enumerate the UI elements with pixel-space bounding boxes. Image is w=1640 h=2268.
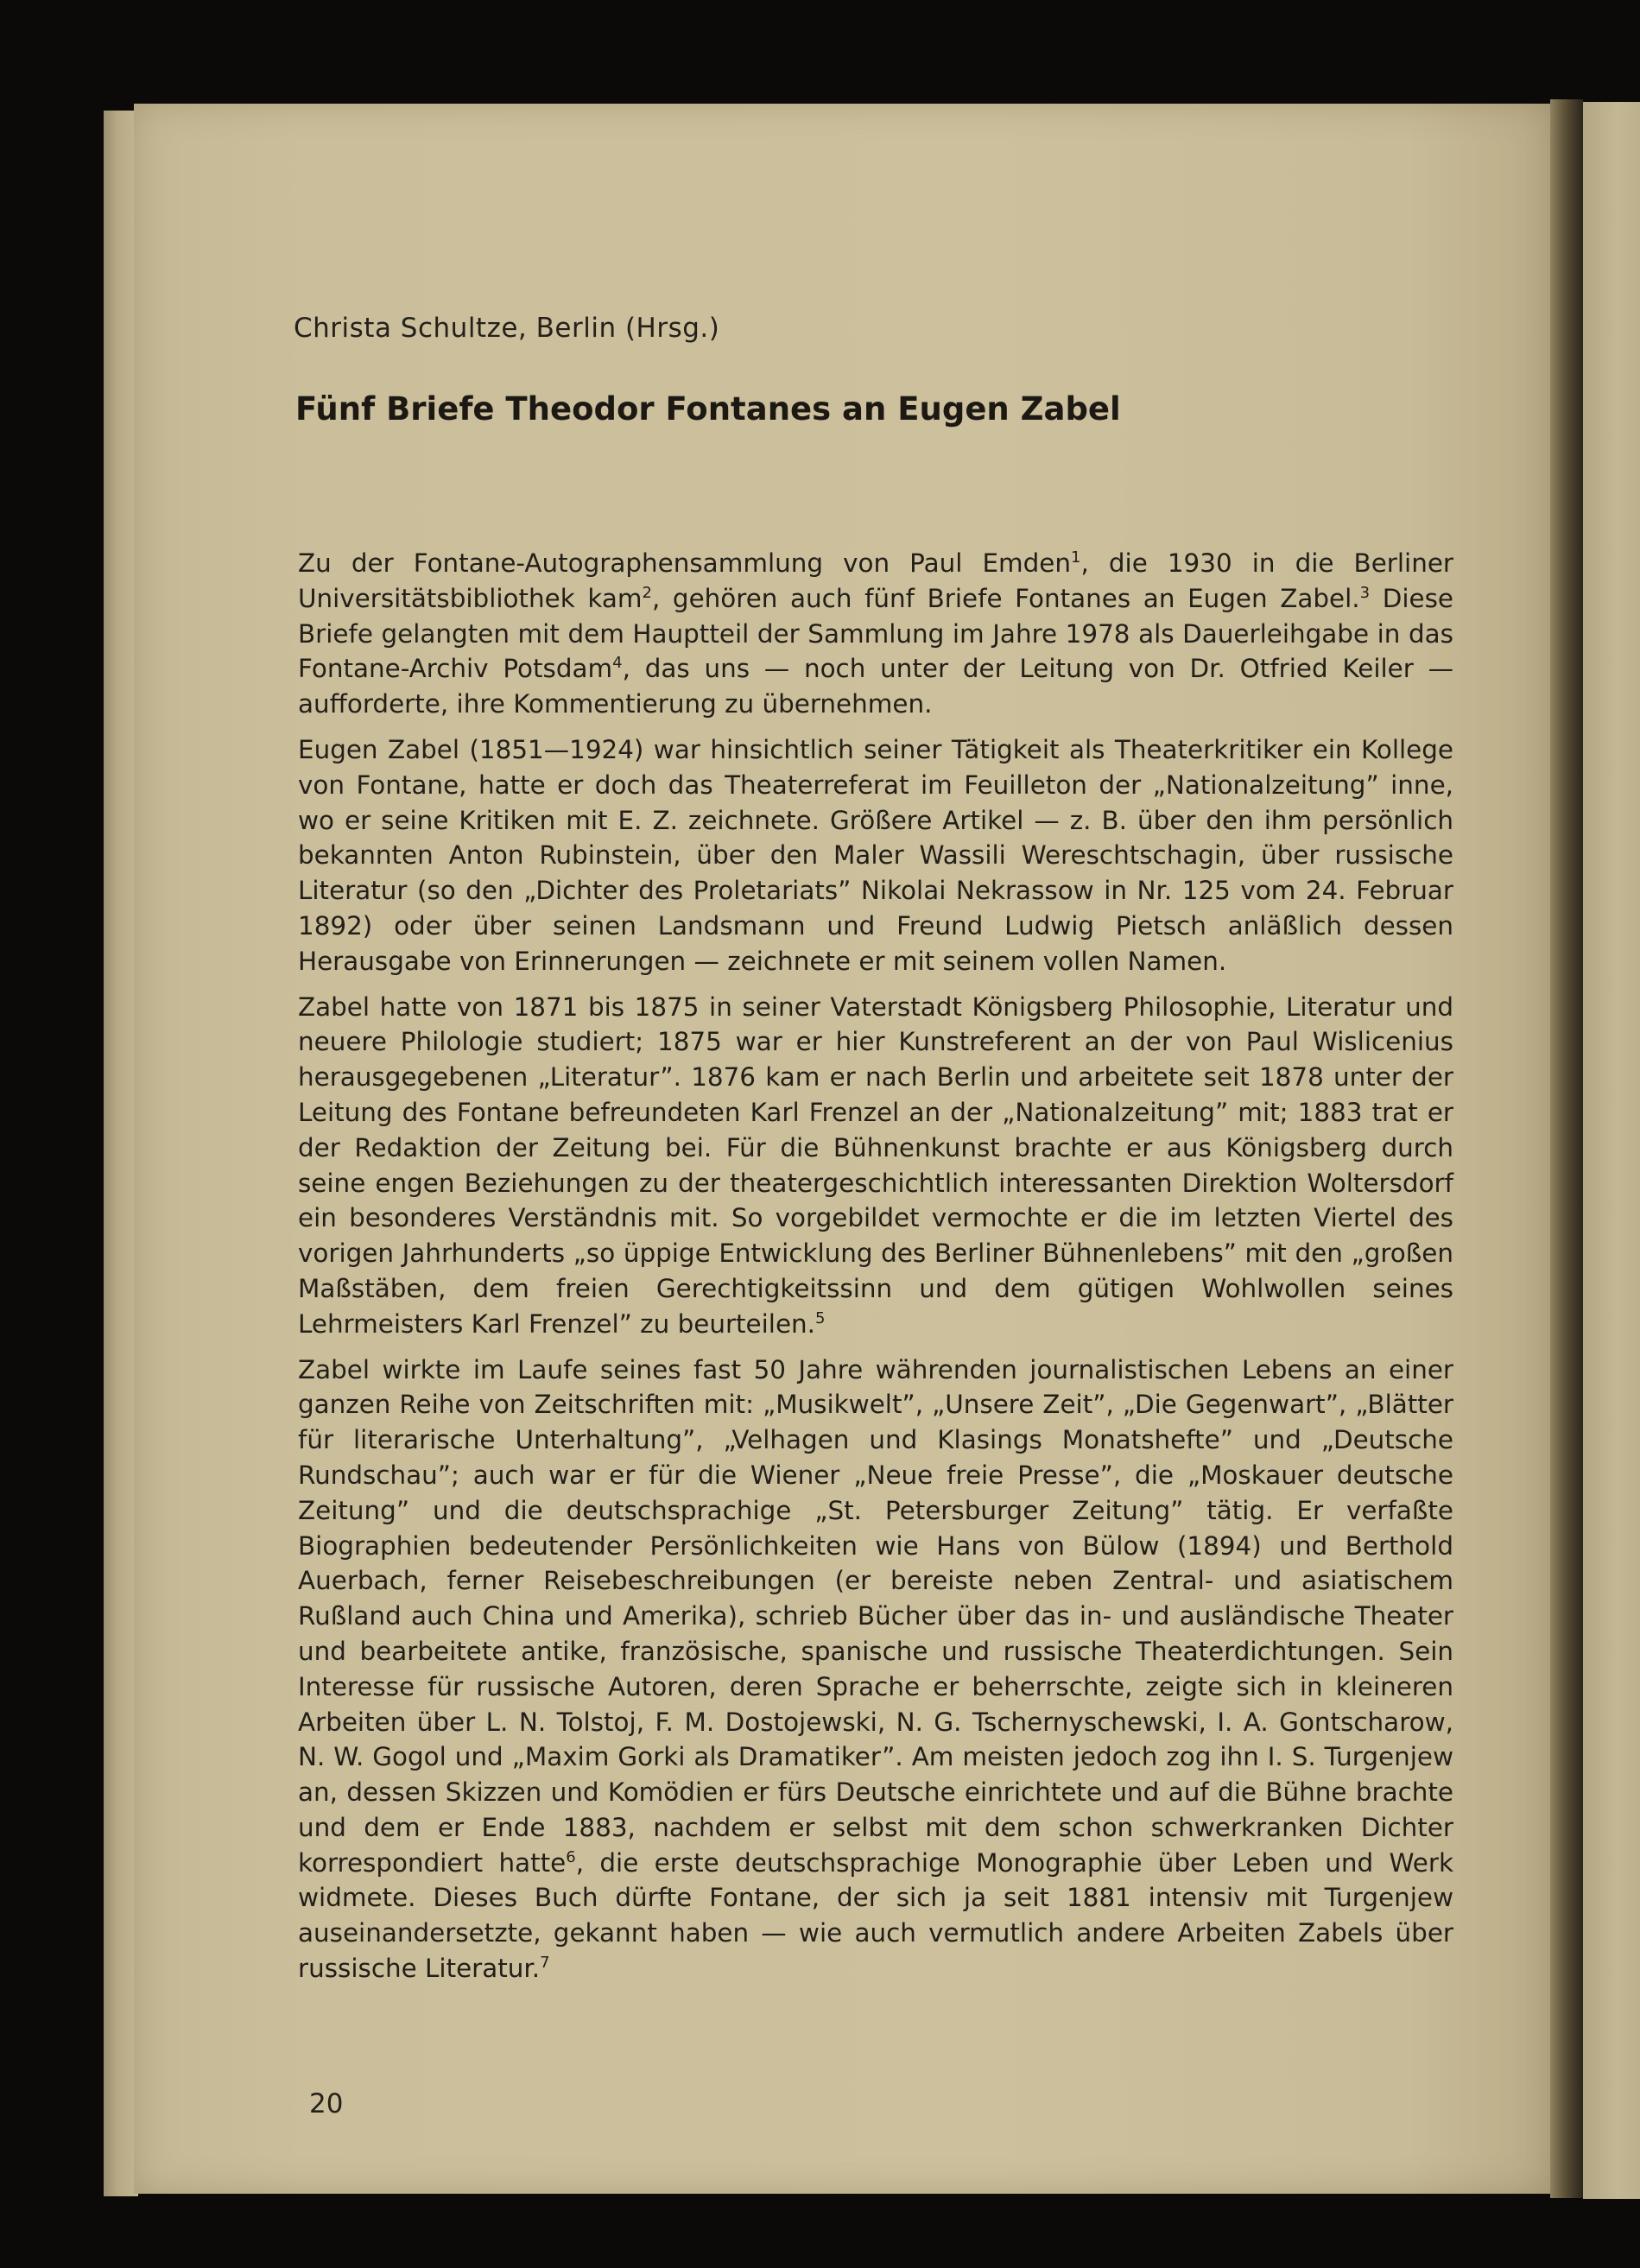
article-title: Fünf Briefe Theodor Fontanes an Eugen Zabel	[295, 390, 1121, 428]
text-segment: Diese Briefe gelangten mit dem Hauptteil der Sammlung im Jahre 1978 als Dauerleihgabe in das Fontane-Archiv Potsdam	[298, 583, 1453, 684]
text-segment: , die erste deutschsprachige Monographie über Leben und Werk widmete. Dieses Buch dürfte Fontane, der sich ja seit 1881 intensiv mit Turgenjew auseinandersetzte, gekannt haben — wie auch vermutlich andere Arbeiten Zabels über russische Literatur.	[298, 1847, 1453, 1984]
paragraph-1	[298, 546, 1453, 722]
page-number: 20	[309, 2088, 344, 2119]
text-segment: Eugen Zabel (1851—1924) war hinsichtlich seiner Tätigkeit als Theaterkritiker ein Kollege von Fontane, hatte er doch das Theaterreferat im Feuilleton der „Nationalzeitung” inne, wo er seine Kritiken mit E. Z. zeichnete. Größere Artikel — z. B. über den ihm persönlich bekannten Anton Rubinstein, über den Maler Wassili Wereschtschagin, über russische Literatur (so den „Dichter des Proletariats” Nikolai Nekrassow in Nr. 125 vom 24. Februar 1892) oder über seinen Landsmann und Freund Ludwig Pietsch anläßlich dessen Herausgabe von Erinnerungen — zeichnete er mit seinem vollen Namen.	[298, 734, 1453, 976]
text-segment: , gehören auch fünf Briefe Fontanes an Eugen Zabel.	[651, 583, 1360, 613]
footnote-ref: 5	[815, 1308, 826, 1327]
author-line: Christa Schultze, Berlin (Hrsg.)	[294, 313, 720, 344]
text-segment: Zu der Fontane-Autographensammlung von Paul Emden	[298, 548, 1072, 578]
footnote-ref: 2	[642, 584, 652, 602]
paragraph-4	[298, 1353, 1453, 1986]
footnote-ref: 1	[1071, 548, 1081, 567]
text-segment: , die 1930 in die Berliner Universitätsbibliothek kam	[298, 548, 1453, 613]
footnote-ref: 7	[540, 1954, 550, 1973]
paragraph-2	[298, 732, 1453, 979]
footnote-ref: 3	[1359, 584, 1371, 602]
footnote-ref: 4	[612, 654, 623, 673]
book-gutter	[1550, 99, 1583, 2198]
text-segment: Zabel wirkte im Laufe seines fast 50 Jahre währenden journalistischen Lebens an einer ganzen Reihe von Zeitschriften mit: „Musikwelt”, „Unsere Zeit”, „Die Gegenwart”, „Blätter für literarische Unterhaltung”, „Velhagen und Klasings Monatshefte” und „Deutsche Rundschau”; auch war er für die Wiener „Neue freie Presse”, die „Moskauer deutsche Zeitung” und die deutschsprachige „St. Petersburger Zeitung” tätig. Er verfaßte Biographien bedeutender Persönlichkeiten wie Hans von Bülow (1894) und Berthold Auerbach, ferner Reisebeschreibungen (er bereiste neben Zentral- und asiatischem Rußland auch China und Amerika), schrieb Bücher über das in- und ausländische Theater und bearbeitete antike, französische, spanische und russische Theaterdichtungen. Sein Interesse für russische Autoren, deren Sprache er beherrschte, zeigte sich in kleineren Arbeiten über L. N. Tolstoj, F. M. Dostojewski, N. G. Tschernyschewski, I. A. Gontscharow, N. W. Gogol und „Maxim Gorki als Dramatiker”. Am meisten jedoch zog ihn I. S. Turgenjew an, dessen Skizzen und Komödien er fürs Deutsche einrichtete und auf die Bühne brachte und dem er Ende 1883, nachdem er selbst mit dem schon schwerkranken Dichter korrespondiert hatte	[298, 1354, 1453, 1878]
page-stack-edge	[104, 111, 138, 2196]
footnote-ref: 6	[566, 1847, 576, 1866]
article-body	[298, 546, 1453, 1997]
text-segment: Zabel hatte von 1871 bis 1875 in seiner Vaterstadt Königsberg Philosophie, Literatur und neuere Philologie studiert; 1875 war er hier Kunstreferent an der von Paul Wislicenius herausgegebenen „Literatur”. 1876 kam er nach Berlin und arbeitete seit 1878 unter der Leitung des Fontane befreundeten Karl Frenzel an der „Nationalzeitung” mit; 1883 trat er der Redaktion der Zeitung bei. Für die Bühnenkunst brachte er aus Königsberg durch seine engen Beziehungen zu der theatergeschichtlich interessanten Direktion Woltersdorf ein besonderes Verständnis mit. So vorgebildet vermochte er die im letzten Viertel des vorigen Jahrhunderts „so üppige Entwicklung des Berliner Bühnenlebens” mit den „großen Maßstäben, dem freien Gerechtigkeitssinn und dem gütigen Wohlwollen seines Lehrmeisters Karl Frenzel” zu beurteilen.	[298, 991, 1453, 1339]
paragraph-3	[298, 990, 1453, 1342]
text-segment: , das uns — noch unter der Leitung von Dr. Otfried Keiler — aufforderte, ihre Kommentierung zu übernehmen.	[298, 654, 1453, 719]
facing-page-edge	[1583, 102, 1640, 2199]
